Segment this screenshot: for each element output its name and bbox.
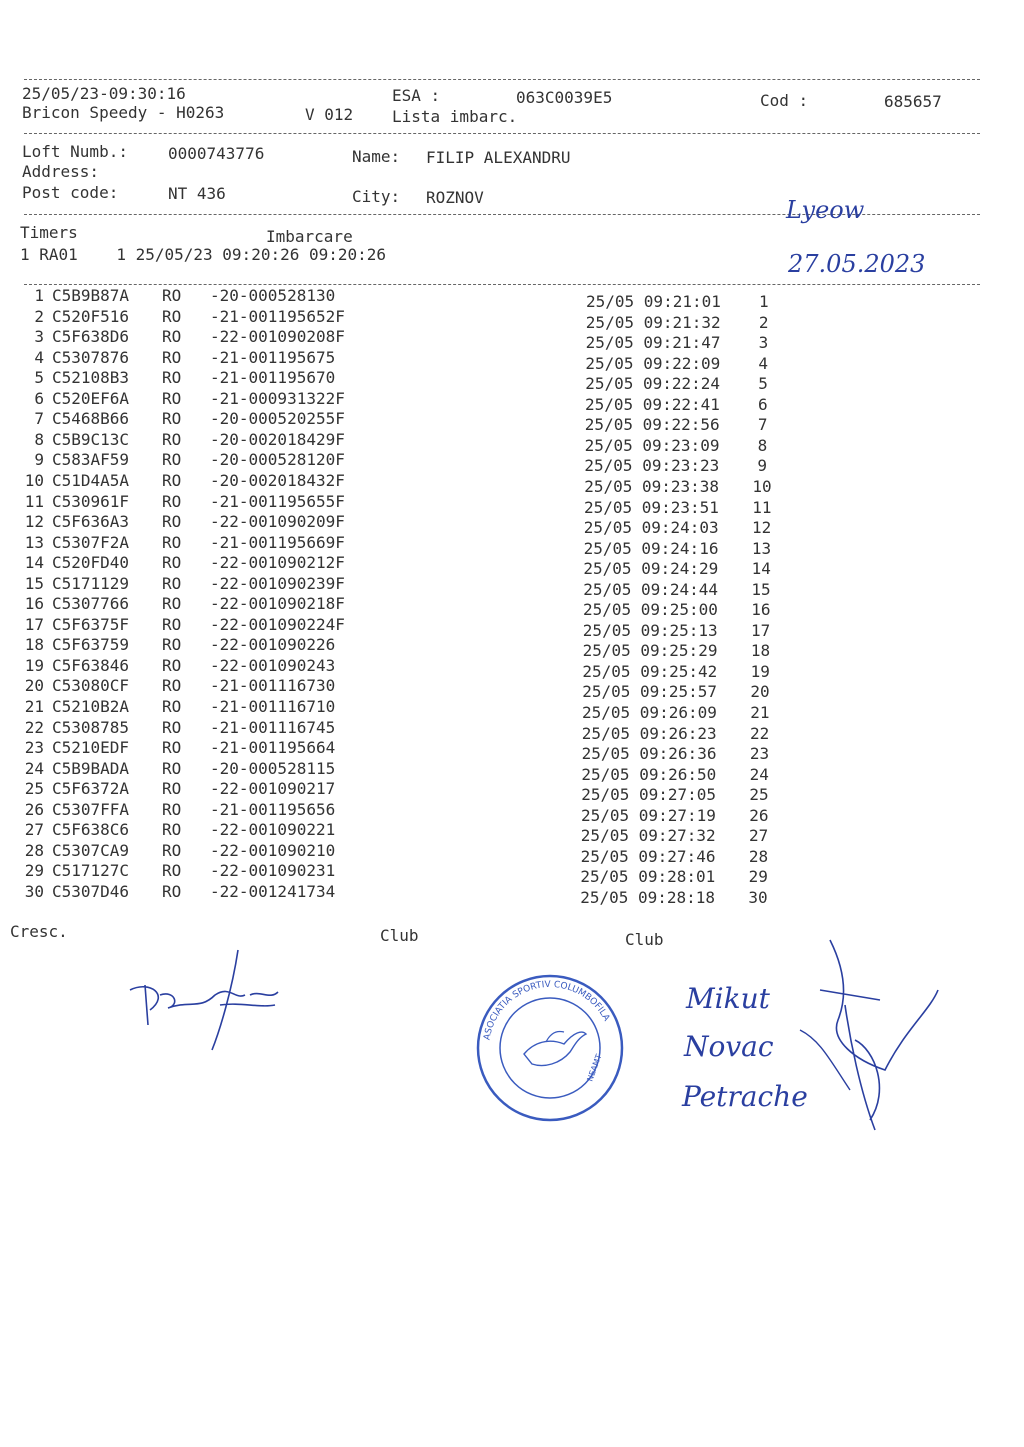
bird-ring-number: -20-002018429F [210, 429, 345, 449]
bird-row [14, 389, 400, 408]
bird-ring-code: C52108B3 [52, 368, 130, 388]
arrival-time: 25/05 09:24:44 [583, 579, 719, 599]
arrival-position: 28 [748, 846, 769, 866]
arrival-time: 25/05 09:22:09 [585, 353, 721, 373]
bird-country: RO [162, 450, 182, 470]
arrival-time: 25/05 09:24:16 [583, 538, 719, 558]
arrival-position: 29 [748, 867, 768, 887]
bird-ring-number: -21-001195669F [210, 532, 345, 552]
bird-ring-number: -21-001116745 [210, 717, 336, 737]
bird-ring-number: -22-001241734 [210, 881, 336, 901]
bird-row [14, 594, 400, 613]
arrival-time: 25/05 09:22:41 [585, 394, 720, 414]
club-label-2: Club [625, 930, 664, 949]
bird-row [14, 574, 400, 593]
bird-country: RO [162, 470, 182, 490]
bird-ring-code: C583AF59 [52, 450, 130, 470]
postcode-label: Post code: [22, 183, 119, 202]
bird-ring-code: C520EF6A [52, 388, 130, 408]
esa-label: ESA : [392, 86, 441, 105]
bird-ring-number: -20-000520255F [210, 409, 345, 429]
bird-index: 23 [24, 738, 44, 758]
bird-ring-number: -20-000528120F [210, 450, 345, 470]
bird-country: RO [162, 881, 182, 901]
bird-ring-number: -21-001195656 [210, 799, 336, 819]
arrival-time: 25/05 09:25:29 [582, 641, 718, 661]
bird-row [14, 286, 400, 305]
bird-index: 13 [24, 532, 44, 552]
arrival-time: 25/05 09:23:51 [584, 497, 719, 517]
bird-country: RO [162, 861, 182, 881]
arrival-row [583, 621, 776, 640]
arrival-row [586, 292, 779, 311]
bird-ring-number: -20-000528130 [210, 286, 336, 305]
bird-ring-number: -21-001195670 [210, 368, 336, 388]
bird-country: RO [162, 388, 182, 408]
bird-country: RO [162, 840, 182, 860]
bird-row [14, 492, 400, 511]
timer-row: 1 RA01 1 25/05/23 09:20:26 09:20:26 [20, 245, 387, 264]
arrival-row [581, 765, 774, 784]
arrival-time: 25/05 09:24:29 [583, 559, 719, 579]
arrival-position: 11 [752, 497, 772, 517]
arrival-row [583, 641, 776, 660]
bird-row [14, 615, 400, 634]
bird-ring-code: C520F516 [52, 306, 130, 326]
version: V 012 [305, 105, 354, 124]
arrival-time: 25/05 09:26:50 [581, 764, 717, 784]
bird-ring-code: C5307D46 [52, 881, 130, 901]
list-title: Lista imbarc. [392, 107, 518, 126]
arrival-position: 21 [750, 703, 770, 722]
bird-ring-number: -22-001090208F [210, 327, 345, 347]
bird-country: RO [162, 758, 182, 778]
address-label: Address: [22, 162, 100, 181]
arrival-position: 19 [750, 661, 770, 681]
bird-row [14, 635, 400, 654]
bird-ring-number: -21-001195655F [210, 491, 345, 511]
arrival-row [584, 456, 777, 475]
bird-country: RO [162, 820, 182, 840]
bird-ring-number: -22-001090231 [210, 861, 336, 881]
arrival-position: 14 [751, 559, 771, 579]
arrival-time: 25/05 09:27:32 [580, 826, 716, 846]
bird-row [14, 697, 400, 716]
bird-ring-code: C5307FFA [52, 799, 130, 819]
name-label: Name: [352, 147, 401, 166]
arrival-time: 25/05 09:21:01 [586, 292, 721, 311]
bird-ring-number: -20-000528115 [210, 758, 336, 778]
name-value: FILIP ALEXANDRU [426, 148, 571, 167]
bird-ring-code: C520FD40 [52, 553, 130, 573]
arrival-position: 6 [758, 394, 768, 414]
arrival-position: 20 [750, 682, 770, 702]
imbarcare-label: Imbarcare [266, 227, 353, 246]
arrival-time: 25/05 09:25:13 [582, 620, 718, 640]
bird-country: RO [162, 491, 182, 511]
bird-ring-number: -22-001090239F [210, 573, 345, 593]
cresc-label: Cresc. [10, 922, 68, 941]
arrival-time: 25/05 09:27:05 [581, 785, 717, 805]
arrival-row [582, 724, 775, 743]
bird-ring-code: C5B9BADA [52, 758, 130, 778]
bird-ring-number: -21-001195652F [210, 306, 345, 326]
arrival-time: 25/05 09:26:09 [582, 703, 717, 722]
bird-country: RO [162, 429, 182, 449]
arrival-time: 25/05 09:23:23 [584, 456, 720, 476]
bird-ring-number: -21-001116730 [210, 676, 336, 696]
bird-index: 9 [34, 450, 44, 470]
arrival-position: 3 [758, 333, 769, 353]
arrival-row [585, 395, 778, 414]
bird-ring-code: C5307F2A [52, 532, 130, 552]
arrival-time: 25/05 09:25:42 [582, 661, 718, 681]
arrival-time: 25/05 09:28:18 [580, 887, 716, 907]
bird-index: 11 [24, 491, 44, 511]
bird-index: 28 [24, 840, 44, 860]
arrival-position: 12 [752, 518, 772, 538]
bird-index: 30 [24, 881, 44, 901]
arrival-position: 1 [759, 292, 769, 311]
bird-row [14, 861, 400, 880]
arrival-position: 5 [758, 374, 768, 394]
bird-ring-number: -22-001090221 [210, 820, 336, 840]
bird-index: 10 [24, 470, 44, 490]
bird-country: RO [162, 614, 182, 634]
bird-row [14, 368, 400, 387]
bird-ring-code: C530961F [52, 491, 130, 511]
arrival-row [582, 682, 775, 701]
arrival-row [581, 806, 774, 825]
bird-ring-code: C517127C [52, 861, 130, 881]
bird-index: 3 [34, 327, 44, 347]
bird-country: RO [162, 553, 182, 573]
bird-row [14, 779, 400, 798]
arrival-row [584, 539, 777, 558]
arrival-time: 25/05 09:21:32 [585, 312, 721, 332]
city-value: ROZNOV [426, 188, 484, 207]
arrival-row [582, 662, 775, 681]
bird-country: RO [162, 676, 182, 696]
bird-ring-code: C53080CF [52, 676, 130, 696]
club-stamp [474, 972, 626, 1124]
bird-index: 22 [24, 717, 44, 737]
arrival-time: 25/05 09:25:00 [583, 600, 718, 620]
arrival-row [583, 559, 776, 578]
stamp-location: NEAMT [585, 1053, 604, 1083]
bird-row [14, 450, 400, 469]
bird-ring-code: C5308785 [52, 717, 130, 737]
bird-row [14, 718, 400, 737]
bird-row [14, 307, 400, 326]
bird-ring-code: C5B9C13C [52, 429, 130, 449]
bird-country: RO [162, 368, 182, 388]
postcode-value: NT 436 [168, 184, 226, 203]
arrival-position: 10 [752, 476, 772, 496]
bird-ring-number: -21-001195664 [210, 738, 336, 758]
stamp-text: ASOCIATIA SPORTIV COLUMBOFILA [482, 979, 612, 1041]
arrival-position: 13 [751, 538, 772, 558]
bird-ring-number: -22-001090218F [210, 594, 345, 614]
handwritten-note: Lyeow [786, 196, 865, 224]
breeder-signature [120, 950, 290, 1060]
divider-4 [24, 284, 980, 285]
bird-country: RO [162, 512, 182, 532]
signature-name-3: Petrache [682, 1080, 808, 1113]
arrival-position: 18 [750, 641, 771, 661]
arrival-time: 25/05 09:23:38 [584, 476, 720, 496]
bird-index: 29 [24, 861, 44, 881]
arrival-row [583, 600, 776, 619]
arrival-row [584, 477, 777, 496]
bird-row [14, 820, 400, 839]
bird-ring-number: -20-002018432F [210, 470, 345, 490]
arrival-position: 7 [757, 415, 768, 435]
arrival-row [586, 313, 779, 332]
bird-country: RO [162, 779, 182, 799]
bird-ring-number: -21-001195675 [210, 347, 336, 367]
handwritten-date: 27.05.2023 [788, 250, 926, 278]
bird-index: 12 [24, 512, 44, 532]
bird-ring-code: C5F638D6 [52, 327, 130, 347]
bird-index: 6 [34, 388, 44, 408]
bird-index: 15 [24, 573, 44, 593]
bird-country: RO [162, 347, 182, 367]
bird-index: 16 [24, 594, 44, 614]
signature-name-2: Novac [684, 1030, 774, 1063]
bird-ring-code: C51D4A5A [52, 470, 130, 490]
arrival-row [580, 867, 773, 886]
arrival-time: 25/05 09:23:09 [584, 435, 720, 455]
bird-ring-number: -22-001090226 [210, 635, 336, 655]
bird-row [14, 348, 400, 367]
arrival-row [584, 518, 777, 537]
bird-country: RO [162, 697, 182, 716]
arrival-position: 2 [758, 312, 769, 332]
arrival-time: 25/05 09:27:19 [581, 805, 716, 825]
bird-row [14, 471, 400, 490]
bird-ring-code: C5F6375F [52, 614, 130, 634]
bird-ring-code: C5171129 [52, 573, 130, 593]
arrival-time: 25/05 09:22:56 [584, 415, 720, 435]
bird-index: 1 [34, 286, 44, 305]
bird-ring-number: -22-001090209F [210, 512, 345, 532]
bird-ring-code: C5F63759 [52, 635, 130, 655]
bird-country: RO [162, 573, 182, 593]
bird-row [14, 800, 400, 819]
arrival-position: 24 [749, 764, 769, 784]
arrival-row [585, 374, 778, 393]
arrival-row [581, 785, 774, 804]
arrival-time: 25/05 09:26:23 [581, 723, 717, 743]
device-name: Bricon Speedy - H0263 [22, 103, 225, 122]
esa-value: 063C0039E5 [516, 88, 613, 107]
bird-row [14, 738, 400, 757]
arrival-row [581, 847, 774, 866]
arrival-position: 9 [757, 456, 768, 476]
bird-ring-number: -21-000931322F [210, 388, 345, 408]
bird-row [14, 327, 400, 346]
arrival-row [585, 354, 778, 373]
bird-index: 5 [34, 368, 44, 388]
bird-country: RO [162, 655, 182, 675]
arrival-time: 25/05 09:27:46 [580, 846, 716, 866]
bird-ring-number: -22-001090243 [210, 655, 336, 675]
bird-index: 19 [24, 655, 44, 675]
bird-ring-number: -21-001116710 [210, 697, 336, 716]
bird-row [14, 409, 400, 428]
cod-value: 685657 [884, 92, 942, 111]
bird-index: 7 [34, 409, 44, 429]
arrival-time: 25/05 09:24:03 [583, 518, 719, 538]
arrival-time: 25/05 09:21:47 [585, 333, 721, 353]
arrival-time: 25/05 09:28:01 [580, 867, 716, 887]
bird-ring-number: -22-001090210 [210, 840, 336, 860]
bird-ring-number: -22-001090212F [210, 553, 345, 573]
arrival-position: 17 [751, 620, 771, 640]
bird-country: RO [162, 635, 182, 655]
arrival-time: 25/05 09:25:57 [582, 682, 718, 702]
bird-index: 20 [24, 676, 44, 696]
arrival-position: 22 [750, 723, 770, 743]
bird-index: 18 [24, 635, 44, 655]
bird-index: 4 [34, 347, 44, 367]
bird-index: 2 [34, 306, 44, 326]
arrival-position: 15 [751, 579, 771, 599]
bird-index: 24 [24, 758, 44, 778]
bird-country: RO [162, 327, 182, 347]
bird-index: 21 [24, 697, 44, 716]
loft-label: Loft Numb.: [22, 142, 128, 161]
bird-row [14, 882, 400, 901]
bird-country: RO [162, 594, 182, 614]
bird-country: RO [162, 286, 182, 305]
bird-country: RO [162, 532, 182, 552]
bird-country: RO [162, 717, 182, 737]
arrival-row [582, 744, 775, 763]
bird-row [14, 553, 400, 572]
bird-index: 26 [24, 799, 44, 819]
bird-ring-code: C5468B66 [52, 409, 130, 429]
bird-row [14, 512, 400, 531]
arrival-position: 30 [748, 887, 768, 907]
bird-ring-number: -22-001090224F [210, 614, 345, 634]
bird-ring-code: C5210EDF [52, 738, 130, 758]
arrival-row [582, 703, 775, 722]
arrival-time: 25/05 09:26:36 [581, 744, 717, 764]
arrival-position: 16 [751, 600, 771, 620]
bird-index: 8 [34, 429, 44, 449]
bird-row [14, 759, 400, 778]
arrival-row [580, 888, 773, 907]
bird-country: RO [162, 738, 182, 758]
timers-label: Timers [20, 223, 78, 242]
bird-row [14, 676, 400, 695]
bird-country: RO [162, 306, 182, 326]
arrival-position: 25 [749, 785, 769, 805]
arrival-position: 26 [749, 805, 769, 825]
bird-row [14, 841, 400, 860]
bird-index: 27 [24, 820, 44, 840]
arrival-position: 27 [749, 826, 769, 846]
arrival-row [585, 415, 778, 434]
bird-country: RO [162, 409, 182, 429]
bird-ring-number: -22-001090217 [210, 779, 336, 799]
arrival-row [585, 436, 778, 455]
arrival-row [584, 498, 777, 517]
club-label-1: Club [380, 926, 419, 945]
arrival-row [583, 580, 776, 599]
bird-country: RO [162, 799, 182, 819]
arrival-position: 23 [749, 744, 770, 764]
divider-2 [24, 133, 980, 134]
bird-ring-code: C5F63846 [52, 655, 130, 675]
bird-row [14, 533, 400, 552]
bird-ring-code: C5210B2A [52, 697, 130, 716]
divider-top [24, 79, 980, 80]
bird-ring-code: C5F6372A [52, 779, 130, 799]
arrival-position: 8 [757, 435, 768, 455]
bird-index: 17 [24, 614, 44, 634]
bird-row [14, 656, 400, 675]
bird-index: 14 [24, 553, 44, 573]
cod-label: Cod : [760, 91, 809, 110]
arrival-row [581, 826, 774, 845]
bird-ring-code: C5307CA9 [52, 840, 130, 860]
bird-row [14, 430, 400, 449]
bird-index: 25 [24, 779, 44, 799]
bird-ring-code: C5F638C6 [52, 820, 130, 840]
bird-ring-code: C5307766 [52, 594, 130, 614]
bird-ring-code: C5307876 [52, 347, 130, 367]
arrival-row [586, 333, 779, 352]
signature-name-1: Mikut [686, 982, 770, 1015]
bird-ring-code: C5B9B87A [52, 286, 130, 305]
bird-ring-code: C5F636A3 [52, 512, 130, 532]
header-datetime: 25/05/23-09:30:16 [22, 84, 186, 103]
arrival-time: 25/05 09:22:24 [585, 374, 721, 394]
arrival-position: 4 [758, 353, 769, 373]
city-label: City: [352, 187, 401, 206]
loft-value: 0000743776 [168, 144, 265, 163]
